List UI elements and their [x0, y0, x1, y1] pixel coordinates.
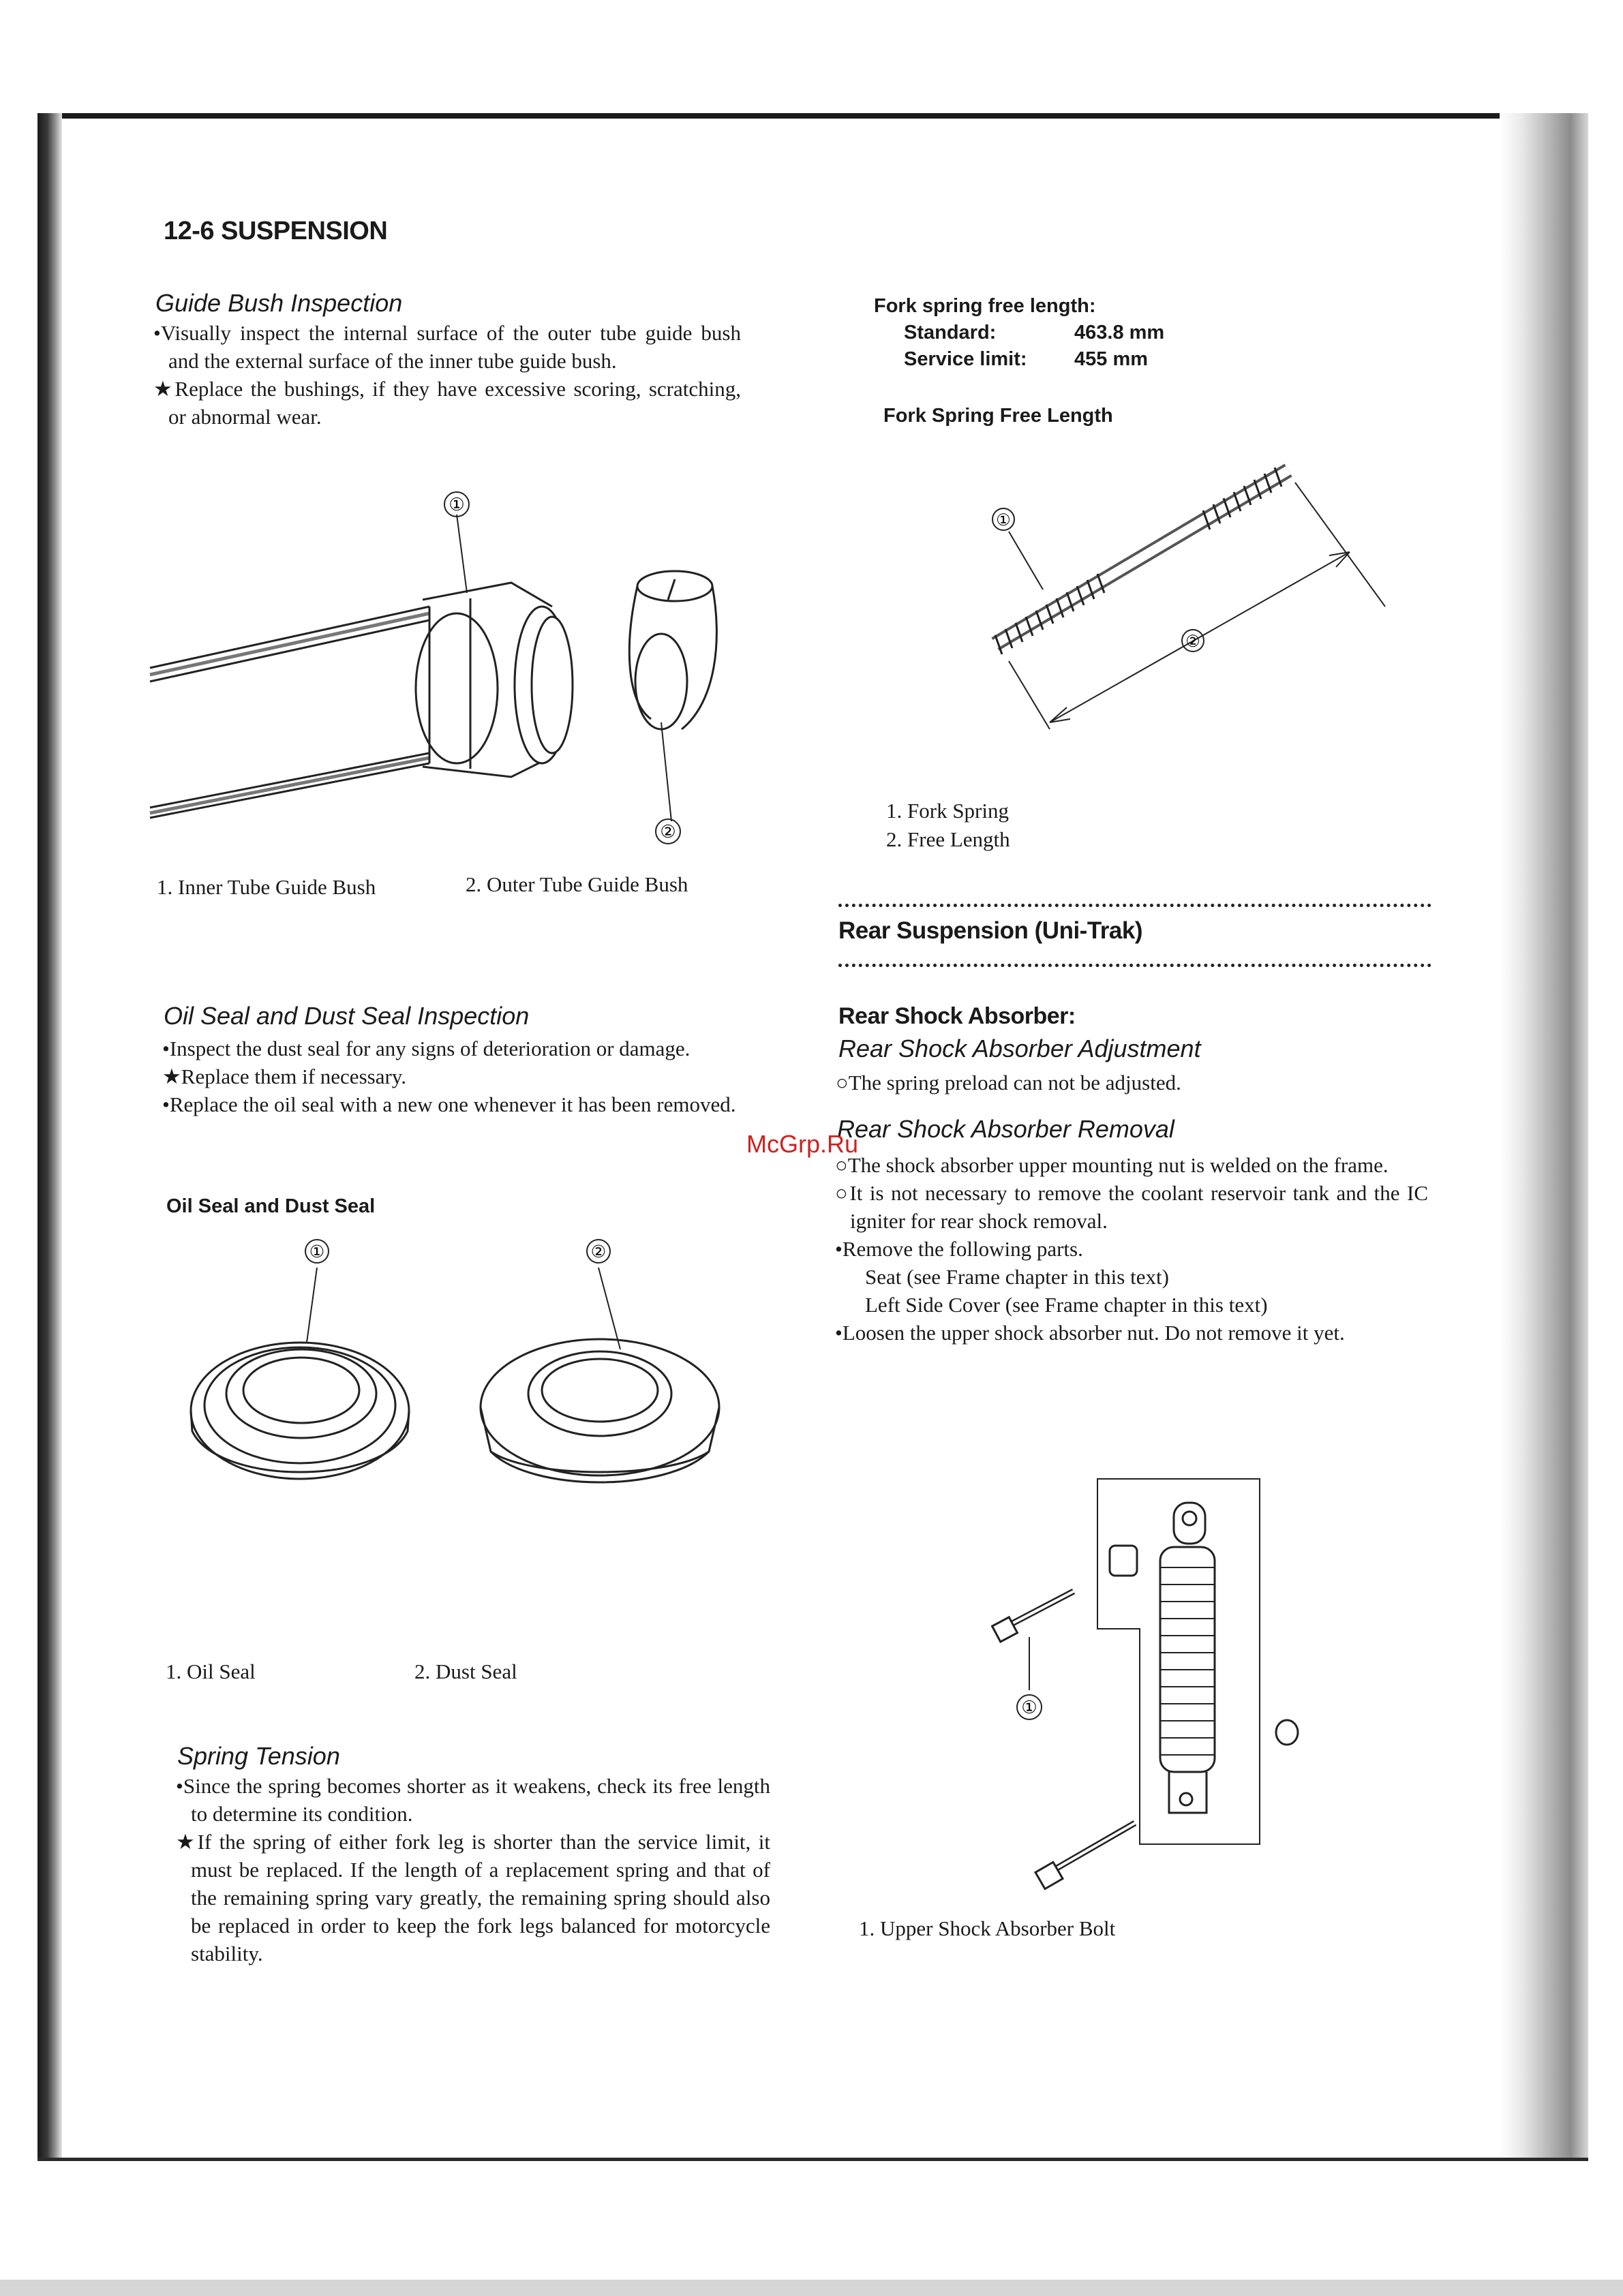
spring-tension-p1: •Since the spring becomes shorter as it weakens, check its free length to determine its condition.	[176, 1774, 770, 1826]
fork-spring-figure-title: Fork Spring Free Length	[883, 405, 1113, 427]
rear-shock-removal-heading: Rear Shock Absorber Removal	[837, 1115, 1174, 1143]
watermark: McGrp.Ru	[746, 1130, 859, 1158]
spring-tension-heading: Spring Tension	[177, 1742, 340, 1770]
rear-removal-item1: Seat (see Frame chapter in this text)	[865, 1265, 1169, 1289]
oil-seal-p3: •Replace the oil seal with a new one whenever it has been removed.	[162, 1092, 736, 1116]
oil-seal-figure-title: Oil Seal and Dust Seal	[166, 1195, 376, 1217]
page-footer-band	[0, 2280, 1623, 2296]
caption-inner-tube-guide-bush: 1. Inner Tube Guide Bush	[157, 875, 376, 899]
caption-free-length: 2. Free Length	[886, 827, 1010, 851]
rear-shock-adjust-text	[836, 1069, 1429, 1097]
fork-spring-callout-1: ①	[996, 511, 1011, 530]
guide-bush-figure	[143, 477, 757, 859]
scan-border-bottom	[37, 2158, 1588, 2161]
rear-removal-p2: ○It is not necessary to remove the coolant reservoir tank and the IC igniter for rear shock removal.	[835, 1181, 1428, 1233]
caption-oil-seal: 1. Oil Seal	[166, 1659, 256, 1683]
rear-shock-figure	[982, 1465, 1336, 1915]
oil-seal-callout-1: ①	[309, 1242, 325, 1261]
fork-spec-limit-label: Service limit:	[904, 348, 1027, 370]
scan-border-left	[37, 113, 62, 2161]
oil-seal-callout-2: ②	[590, 1242, 607, 1261]
guide-bush-p1: •Visually inspect the internal surface of the outer tube guide bush and the external surface of the inner tube guide bush.	[153, 321, 741, 373]
guide-bush-heading: Guide Bush Inspection	[155, 289, 403, 317]
fork-spec-title: Fork spring free length:	[874, 295, 1096, 317]
rear-suspension-title: Rear Suspension (Uni-Trak)	[838, 917, 1142, 944]
spring-tension-text	[176, 1772, 770, 1968]
oil-seal-p2: ★Replace them if necessary.	[162, 1065, 407, 1088]
fork-spring-spec	[874, 295, 1164, 375]
rear-removal-p3: •Remove the following parts.	[835, 1237, 1083, 1261]
scan-border-right	[1500, 113, 1588, 2161]
caption-fork-spring: 1. Fork Spring	[886, 799, 1009, 823]
fork-spec-standard-value: 463.8 mm	[1074, 322, 1165, 343]
guide-bush-callout-2: ②	[660, 821, 676, 842]
guide-bush-text	[153, 319, 741, 431]
rear-shock-adjust-heading: Rear Shock Absorber Adjustment	[838, 1035, 1201, 1062]
oil-seal-text	[162, 1035, 754, 1118]
oil-seal-figure	[177, 1227, 763, 1527]
page-title: 12-6 SUSPENSION	[164, 217, 388, 245]
divider-bottom	[838, 964, 1431, 967]
fork-spring-figure	[968, 436, 1404, 750]
rear-adjust-p1: ○The spring preload can not be adjusted.	[836, 1071, 1181, 1095]
rear-shock-heading: Rear Shock Absorber:	[838, 1003, 1076, 1029]
oil-seal-heading: Oil Seal and Dust Seal Inspection	[164, 1002, 530, 1030]
divider-top	[838, 904, 1431, 907]
fork-spring-callout-2: ②	[1185, 632, 1200, 651]
fork-spec-limit-value: 455 mm	[1074, 348, 1149, 370]
caption-upper-shock-bolt: 1. Upper Shock Absorber Bolt	[859, 1916, 1116, 1940]
guide-bush-callout-1: ①	[449, 494, 465, 515]
rear-removal-p1: ○The shock absorber upper mounting nut is welded on the frame.	[835, 1153, 1389, 1177]
oil-seal-p1: •Inspect the dust seal for any signs of deterioration or damage.	[162, 1037, 691, 1060]
rear-shock-removal-text	[835, 1151, 1428, 1347]
rear-removal-p4: •Loosen the upper shock absorber nut. Do not remove it yet.	[835, 1321, 1345, 1345]
rear-removal-item2: Left Side Cover (see Frame chapter in this text)	[865, 1293, 1268, 1317]
spring-tension-p2: ★If the spring of either fork leg is shorter than the service limit, it must be replaced. If the length of a replacement spring and that of the remaining spring vary greatly, the remaining spring should also be replaced in order to keep the fork legs balanced for motorcycle stability.	[176, 1830, 770, 1965]
rear-shock-callout-1: ①	[1021, 1697, 1037, 1717]
guide-bush-p2: ★Replace the bushings, if they have excessive scoring, scratching, or abnormal wear.	[153, 377, 741, 429]
caption-outer-tube-guide-bush: 2. Outer Tube Guide Bush	[466, 872, 688, 896]
fork-spec-standard-label: Standard:	[904, 322, 997, 343]
scan-border-top	[37, 113, 1588, 119]
caption-dust-seal: 2. Dust Seal	[414, 1659, 517, 1683]
